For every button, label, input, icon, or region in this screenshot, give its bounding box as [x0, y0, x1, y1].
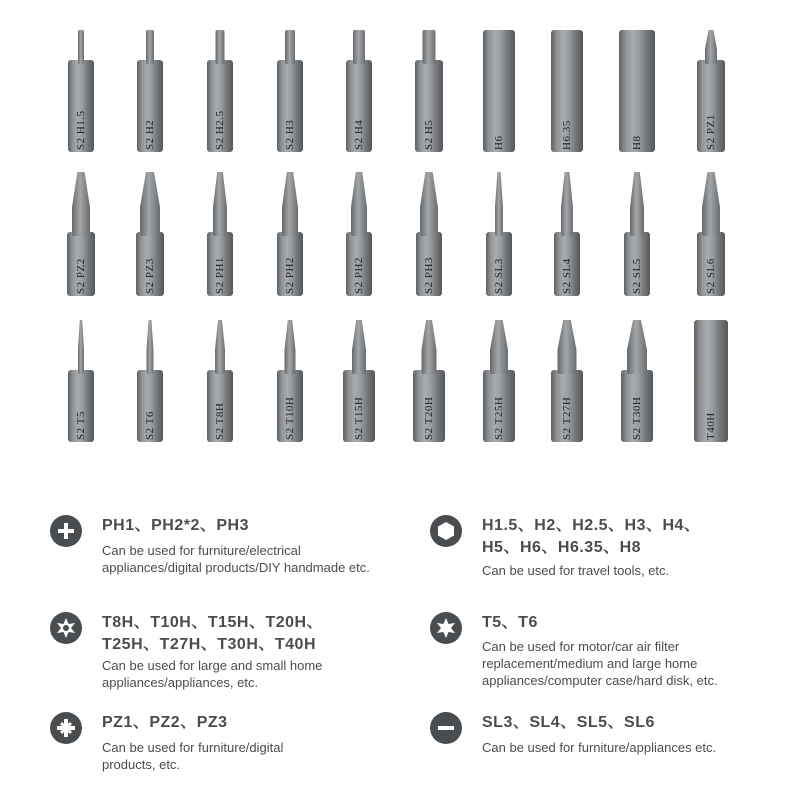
- screwdriver-bit: [621, 320, 653, 442]
- legend-title: H1.5、H2、H2.5、H3、H4、 H5、H6、H6.35、H8: [482, 517, 701, 556]
- bit-label: S2 H2: [144, 119, 156, 150]
- screwdriver-bit: [207, 320, 233, 442]
- bit-label: H8: [631, 135, 643, 150]
- bit-label: S2 T6: [144, 411, 156, 440]
- torx-hollow-icon: [50, 612, 82, 644]
- screwdriver-bit: [277, 320, 303, 442]
- bit-label: S2 T8H: [214, 402, 226, 440]
- bit-label: S2 PH2: [353, 257, 365, 294]
- bit-label: T40H: [705, 412, 717, 440]
- legend-description: Can be used for furniture/appliances etc.: [482, 740, 717, 755]
- bit-label: S2 T15H: [353, 396, 365, 440]
- bit-label: S2 H4: [353, 119, 365, 150]
- legend-description: Can be used for furniture/digital products, etc.: [102, 740, 284, 772]
- screwdriver-bit: [346, 172, 372, 296]
- pozidriv-icon: [50, 712, 82, 744]
- bit-label: S2 H1.5: [75, 110, 87, 150]
- legend-description: Can be used for large and small home appliances/appliances, etc.: [102, 658, 323, 690]
- bit-label: S2 SL5: [631, 258, 643, 294]
- slotted-icon: [430, 712, 462, 744]
- screwdriver-bit: [343, 320, 375, 442]
- bit-label: S2 PH1: [214, 257, 226, 294]
- screwdriver-bit: [694, 320, 728, 442]
- screwdriver-bit: [416, 172, 442, 296]
- bit-label: S2 T10H: [284, 396, 296, 440]
- screwdriver-bit: [277, 172, 303, 296]
- bit-label: S2 T30H: [631, 396, 643, 440]
- screwdriver-bit: [207, 172, 233, 296]
- legend-title: T8H、T10H、T15H、T20H、 T25H、T27H、T30H、T40H: [102, 614, 324, 653]
- legend-title: PH1、PH2*2、PH3: [102, 517, 250, 534]
- screwdriver-bit: [697, 30, 725, 152]
- screwdriver-bit: [483, 30, 515, 152]
- screwdriver-bit: [619, 30, 655, 152]
- bit-label: S2 T27H: [561, 396, 573, 440]
- screwdriver-bit: [137, 320, 163, 442]
- bit-label: H6: [493, 135, 505, 150]
- bit-tip: [705, 30, 717, 64]
- screwdriver-bit: [415, 30, 443, 152]
- screwdriver-bit: [486, 172, 512, 296]
- legend-hex: [430, 515, 790, 585]
- bit-label: S2 PH2: [284, 257, 296, 294]
- bit-label: S2 T25H: [493, 396, 505, 440]
- legend-pozidriv: [50, 712, 410, 782]
- bit-tip: [78, 30, 84, 64]
- screwdriver-bit: [67, 172, 95, 296]
- legend-torx: [430, 612, 790, 692]
- legend-title: SL3、SL4、SL5、SL6: [482, 714, 655, 731]
- bit-label: S2 H2.5: [214, 110, 226, 150]
- bit-label: S2 PZ1: [705, 114, 717, 150]
- screwdriver-bit: [551, 30, 583, 152]
- bit-label: S2 PH3: [423, 257, 435, 294]
- screwdriver-bit: [483, 320, 515, 442]
- bit-tip: [216, 30, 225, 64]
- screwdriver-bit: [137, 30, 163, 152]
- screwdriver-bit: [346, 30, 372, 152]
- legend-torx-hollow: [50, 612, 410, 692]
- screwdriver-bit: [624, 172, 650, 296]
- bit-label: S2 H3: [284, 119, 296, 150]
- legend-title: T5、T6: [482, 614, 538, 631]
- screwdriver-bit: [277, 30, 303, 152]
- bit-label: H6.35: [561, 120, 573, 150]
- screwdriver-bit: [413, 320, 445, 442]
- bit-tip: [353, 30, 365, 64]
- legend-title: PZ1、PZ2、PZ3: [102, 714, 228, 731]
- screwdriver-bit: [68, 320, 94, 442]
- bit-tip: [146, 30, 154, 64]
- bit-label: S2 H5: [423, 119, 435, 150]
- legend-description: Can be used for furniture/electrical appliances/digital products/DIY handmade etc.: [102, 543, 370, 575]
- legend-description: Can be used for travel tools, etc.: [482, 563, 670, 578]
- screwdriver-bit: [554, 172, 580, 296]
- legend-description: Can be used for motor/car air filter replacement/medium and large home appliances/computer case/hard disk, etc.: [482, 639, 718, 688]
- legend-slotted: [430, 712, 790, 772]
- screwdriver-bit: [697, 172, 725, 296]
- screwdriver-bit: [68, 30, 94, 152]
- legend-phillips: [50, 515, 410, 585]
- screwdriver-bit: [136, 172, 164, 296]
- bit-label: S2 T5: [75, 411, 87, 440]
- bit-tip: [423, 30, 436, 64]
- screwdriver-bit: [207, 30, 233, 152]
- torx-icon: [430, 612, 462, 644]
- bit-label: S2 PZ2: [75, 258, 87, 294]
- phillips-cross-icon: [50, 515, 82, 547]
- bit-label: S2 SL4: [561, 258, 573, 294]
- bit-label: S2 SL3: [493, 258, 505, 294]
- screwdriver-bit: [551, 320, 583, 442]
- bit-label: S2 T20H: [423, 396, 435, 440]
- hex-icon: [430, 515, 462, 547]
- bit-tip: [285, 30, 295, 64]
- bit-label: S2 PZ3: [144, 258, 156, 294]
- bit-label: S2 SL6: [705, 258, 717, 294]
